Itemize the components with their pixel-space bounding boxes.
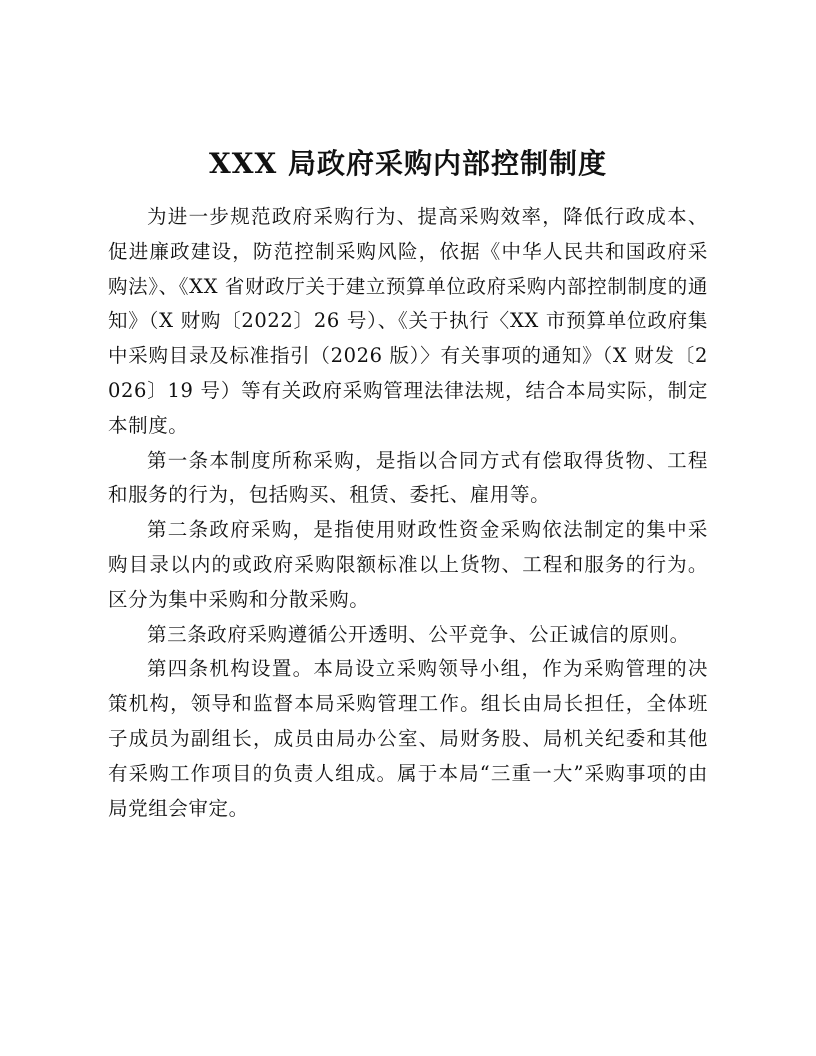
article-4-paragraph: 第四条机构设置。本局设立采购领导小组，作为采购管理的决策机构，领导和监督本局采购管理工作。组长由局长担任，全体班子成员为副组长，成员由局办公室、局财务股、局机关纪委和其他有采购工作项目的负责人组成。属于本局“三重一大”采购事项的由局党组会审定。 (108, 657, 708, 820)
document-title: XXX 局政府采购内部控制制度 (209, 147, 607, 180)
article-2-paragraph: 第二条政府采购，是指使用财政性资金采购依法制定的集中采购目录以内的或政府采购限额标准以上货物、工程和服务的行为。区分为集中采购和分散采购。 (108, 518, 708, 611)
article-1-paragraph: 第一条本制度所称采购，是指以合同方式有偿取得货物、工程和服务的行为，包括购买、租赁、委托、雇用等。 (108, 448, 708, 507)
article-3-paragraph: 第三条政府采购遵循公开透明、公平竞争、公正诚信的原则。 (147, 622, 690, 646)
document-body (108, 200, 708, 826)
preamble-paragraph: 为进一步规范政府采购行为、提高采购效率，降低行政成本、促进廉政建设，防范控制采购风险，依据《中华人民共和国政府采购法》、《XX 省财政厅关于建立预算单位政府采购内部控制制度的通知》（X 财购〔2022〕26 号）、《关于执行〈XX 市预算单位政府集中采购目录及标准指引（2026 版）〉有关事项的通知》（X 财发〔2026〕19 号）等有关政府采购管理法律法规，结合本局实际，制定本制度。 (108, 205, 708, 437)
